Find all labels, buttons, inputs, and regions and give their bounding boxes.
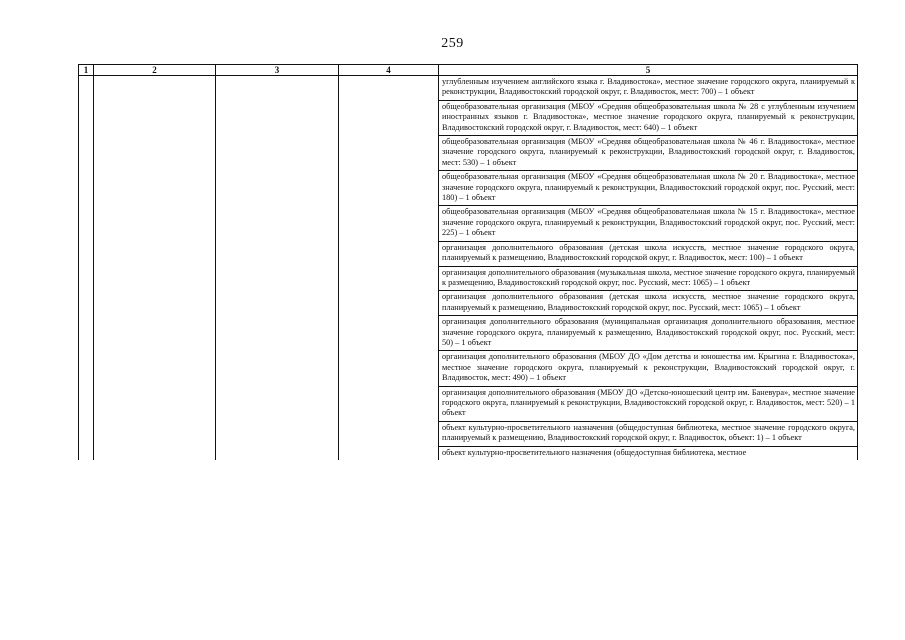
column-4-cell xyxy=(339,76,439,461)
list-item: общеобразовательная организация (МБОУ «Средняя общеобразовательная школа № 28 с углубленным изучением иностранных языков г. Владивостока», местное значение городского округа, планируемый к реконструкции, Владивостокский городской округ, г. Владивосток, мест: 640) – 1 объект xyxy=(439,101,857,136)
list-item: общеобразовательная организация (МБОУ «Средняя общеобразовательная школа № 15 г. Владивостока», местное значение городского округа, планируемый к реконструкции, Владивостокский городской округ, пос. Русский, мест: 225) – 1 объект xyxy=(439,206,857,241)
list-item: объект культурно-просветительного назначения (общедоступная библиотека, местное значение городского округа, планируемый к размещению, Владивостокский городской округ, г. Владивосток, объект: 1) – 1 объект xyxy=(439,422,857,447)
list-item: объект культурно-просветительного назначения (общедоступная библиотека, местное xyxy=(442,447,747,457)
column-header-5: 5 xyxy=(439,65,858,76)
page-number: 259 xyxy=(441,36,464,51)
list-item: общеобразовательная организация (МБОУ «Средняя общеобразовательная школа № 46 г. Владивостока», местное значение городского округа, планируемый к реконструкции, Владивостокский городской округ, г. Владивосток, мест: 530) – 1 объект xyxy=(439,136,857,171)
list-item: организация дополнительного образования (МБОУ ДО «Дом детства и юношества им. Крыгина г. Владивостока», местное значение городского округа, планируемый к реконструкции, Владивостокский городской округ, г. Владивосток, мест: 490) – 1 объект xyxy=(439,351,857,386)
table-header-row xyxy=(79,65,858,76)
list-item: организация дополнительного образования (музыкальная школа, местное значение городского округа, планируемый к размещению, Владивостокский городской округ, пос. Русский, мест: 1065) – 1 объект xyxy=(439,267,857,292)
column-2-cell xyxy=(94,76,216,461)
document-table xyxy=(78,64,858,460)
column-header-2: 2 xyxy=(94,65,216,76)
list-item: организация дополнительного образования (МБОУ ДО «Детско-юношеский центр им. Баневура», местное значение городского округа, планируемый к реконструкции, Владивостокский городской округ, г. Владивосток, мест: 520) – 1 объект xyxy=(439,387,857,422)
column-header-3: 3 xyxy=(216,65,339,76)
column-3-cell xyxy=(216,76,339,461)
column-header-1: 1 xyxy=(79,65,94,76)
table-row xyxy=(79,76,858,461)
column-5-cell xyxy=(439,76,858,461)
column-header-4: 4 xyxy=(339,65,439,76)
entries-list xyxy=(439,76,857,460)
list-item: организация дополнительного образования (муниципальная организация дополнительного образования, местное значение городского округа, планируемый к размещению, Владивостокский городской округ, пос. Русский, мест: 50) – 1 объект xyxy=(439,316,857,351)
list-item: организация дополнительного образования (детская школа искусств, местное значение городского округа, планируемый к размещению, Владивостокский городской округ, пос. Русский, мест: 1065) – 1 объект xyxy=(439,291,857,316)
list-item: общеобразовательная организация (МБОУ «Средняя общеобразовательная школа № 20 г. Владивостока», местное значение городского округа, планируемый к реконструкции, Владивостокский городской округ, пос. Русский, мест: 180) – 1 объект xyxy=(439,171,857,206)
column-1-cell xyxy=(79,76,94,461)
list-item: углубленным изучением английского языка г. Владивостока», местное значение городского округа, планируемый к реконструкции, Владивостокский городской округ, г. Владивосток, мест: 700) – 1 объект xyxy=(439,76,857,101)
list-item: организация дополнительного образования (детская школа искусств, местное значение городского округа, планируемый к размещению, Владивостокский городской округ, г. Владивосток, мест: 100) – 1 объект xyxy=(439,242,857,267)
